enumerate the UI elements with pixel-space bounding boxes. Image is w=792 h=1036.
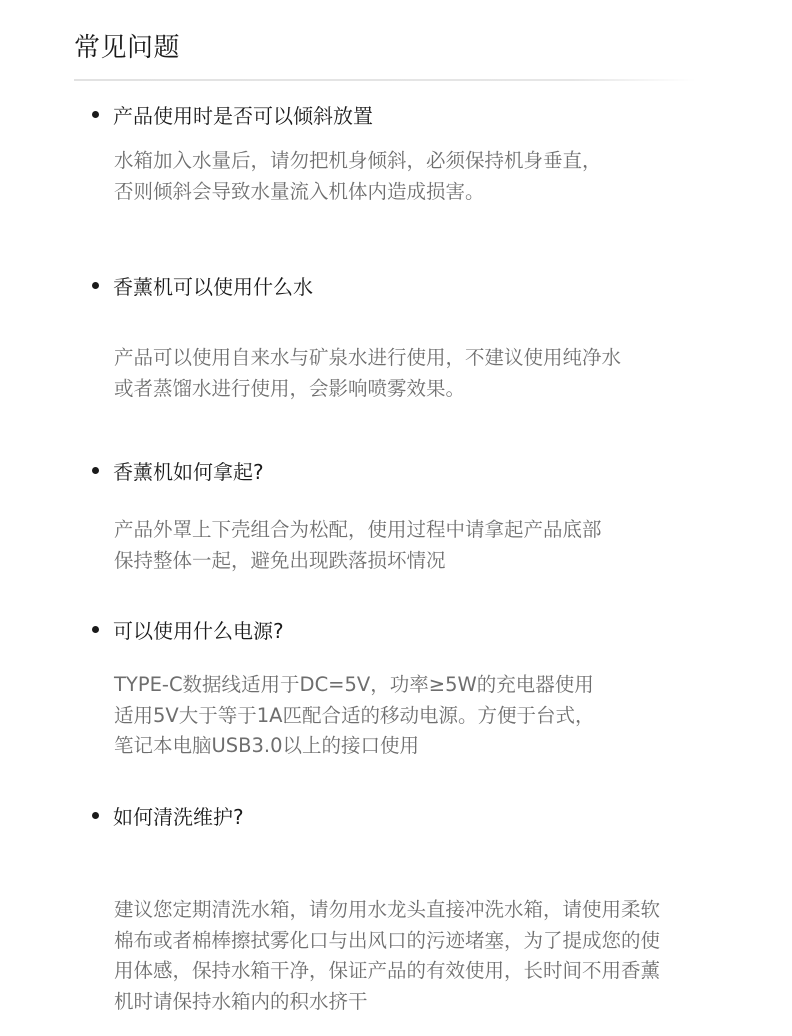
answer-line: 建议您定期清洗水箱，请勿用水龙头直接冲洗水箱，请使用柔软 [114, 898, 661, 921]
faq-question-text: 可以使用什么电源? [113, 619, 284, 643]
faq-question-4 [92, 617, 284, 645]
faq-question-3 [92, 458, 264, 486]
answer-line: 产品外罩上下壳组合为松配，使用过程中请拿起产品底部 [114, 518, 602, 541]
faq-question-2 [92, 273, 313, 301]
answer-line: 机时请保持水箱内的积水挤干 [114, 989, 368, 1013]
bullet-icon [92, 467, 99, 474]
faq-answer-2 [114, 343, 621, 404]
answer-line: 否则倾斜会导致水量流入机体内造成损害。 [114, 179, 485, 203]
faq-question-text: 如何清洗维护? [113, 805, 244, 829]
faq-answer-5 [114, 895, 660, 1017]
faq-answer-4 [114, 670, 595, 762]
faq-answer-1 [114, 146, 602, 207]
answer-line: 用体感，保持水箱干净，保证产品的有效使用，长时间不用香薰 [114, 959, 661, 982]
faq-answer-3 [114, 515, 602, 576]
answer-line: 水箱加入水量后，请勿把机身倾斜，必须保持机身垂直， [114, 149, 602, 172]
bullet-icon [92, 626, 99, 633]
answer-line: 棉布或者棉棒擦拭雾化口与出风口的污迹堵塞，为了提成您的使 [114, 928, 661, 952]
answer-line: 产品可以使用自来水与矿泉水进行使用，不建议使用纯净水 [114, 346, 622, 369]
title-divider [74, 79, 696, 81]
page-title: 常见问题 [74, 33, 181, 63]
bullet-icon [92, 111, 99, 118]
faq-question-5 [92, 803, 244, 831]
bullet-icon [92, 812, 99, 819]
faq-question-1 [92, 102, 373, 130]
faq-question-text: 产品使用时是否可以倾斜放置 [113, 104, 373, 128]
faq-question-text: 香薰机可以使用什么水 [113, 275, 313, 299]
faq-question-text: 香薰机如何拿起? [113, 460, 264, 484]
answer-line: 适用5V大于等于1A匹配合适的移动电源。方便于台式， [114, 703, 595, 727]
answer-line: 或者蒸馏水进行使用，会影响喷雾效果。 [114, 376, 466, 400]
bullet-icon [92, 282, 99, 289]
answer-line: 笔记本电脑USB3.0以上的接口使用 [114, 734, 420, 757]
answer-line: TYPE-C数据线适用于DC=5V，功率≥5W的充电器使用 [114, 673, 594, 696]
answer-line: 保持整体一起，避免出现跌落损坏情况 [114, 548, 446, 572]
